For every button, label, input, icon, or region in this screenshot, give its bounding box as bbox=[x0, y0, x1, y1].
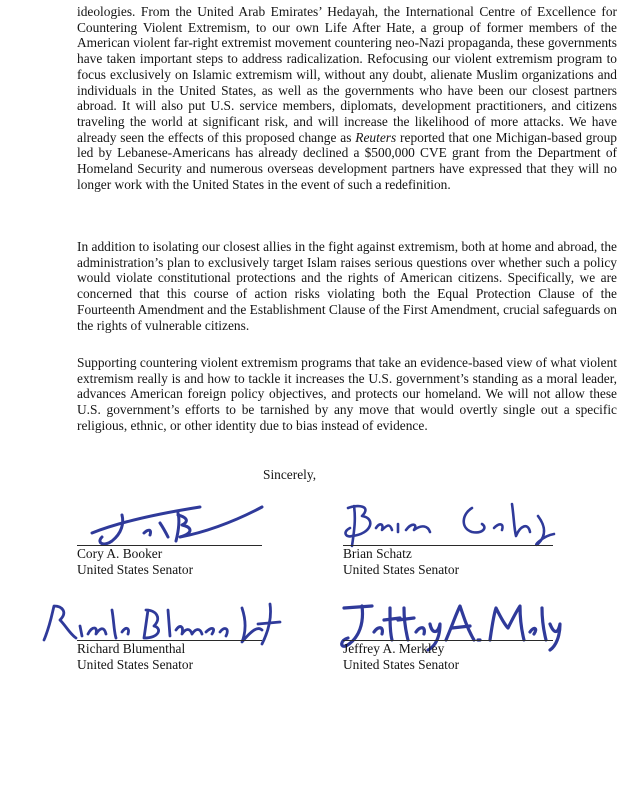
closing-salutation: Sincerely, bbox=[263, 467, 317, 482]
signer-merkley bbox=[343, 641, 459, 673]
signer-name: Brian Schatz bbox=[343, 546, 412, 561]
signer-name: Jeffrey A. Merkley bbox=[343, 641, 445, 656]
signer-title: United States Senator bbox=[77, 657, 194, 672]
signer-name: Richard Blumenthal bbox=[77, 641, 186, 656]
signature-booker-image bbox=[82, 493, 272, 553]
publication-name: Reuters bbox=[355, 129, 397, 145]
signer-blumenthal bbox=[77, 641, 193, 673]
letter-paragraph-1: ideologies. From the United Arab Emirates’ Hedayah, the International Centre of Excellence for Countering Violent Extremism, to our own Life After Hate, a group of former members of the American violent far-right extremist movement countering neo-Nazi propaganda, these governments have taken important steps to address radicalization. Refocusing our violent extremism program to focus exclusively on Islamic extremism will, without any doubt, alienate Muslim organizations and individuals in the United States, as well as the governments who have been our closest partners abroad. It will also put U.S. service members, diplomats, development practitioners, and citizens traveling the world at significant risk, and will increase the likelihood of more attacks. We have already seen the effects of this proposed change as Reuters reported that one Michigan-based group led by Lebanese-Americans has already declined a $500,000 CVE grant from the Department of Homeland Security and numerous overseas development partners have expressed that they will no longer work with the United States in the event of such a redefinition. bbox=[77, 4, 617, 192]
signer-title: United States Senator bbox=[343, 562, 460, 577]
signer-schatz bbox=[343, 546, 459, 578]
signer-title: United States Senator bbox=[77, 562, 194, 577]
letter-paragraph-2: In addition to isolating our closest allies in the fight against extremism, both at home and abroad, the administration’s plan to exclusively target Islam raises serious questions over whether such a policy would violate constitutional protections and the rights of American citizens. Specifically, we are concerned that this course of action risks violating both the Equal Protection Clause of the Fourteenth Amendment and the Establishment Clause of the First Amendment, crucial safeguards on the rights of vulnerable citizens. bbox=[77, 239, 617, 333]
signer-title: United States Senator bbox=[343, 657, 460, 672]
signer-name: Cory A. Booker bbox=[77, 546, 163, 561]
letter-paragraph-3: Supporting countering violent extremism programs that take an evidence-based view of what violent extremism really is and how to tackle it increases the U.S. government’s standing as a moral leader, advances American foreign policy objectives, and protects our homeland. We will not allow these U.S. government’s efforts to be tarnished by any move that would overtly single out a specific religious, ethnic, or other identity due to bias instead of evidence. bbox=[77, 355, 617, 433]
signer-booker bbox=[77, 546, 193, 578]
